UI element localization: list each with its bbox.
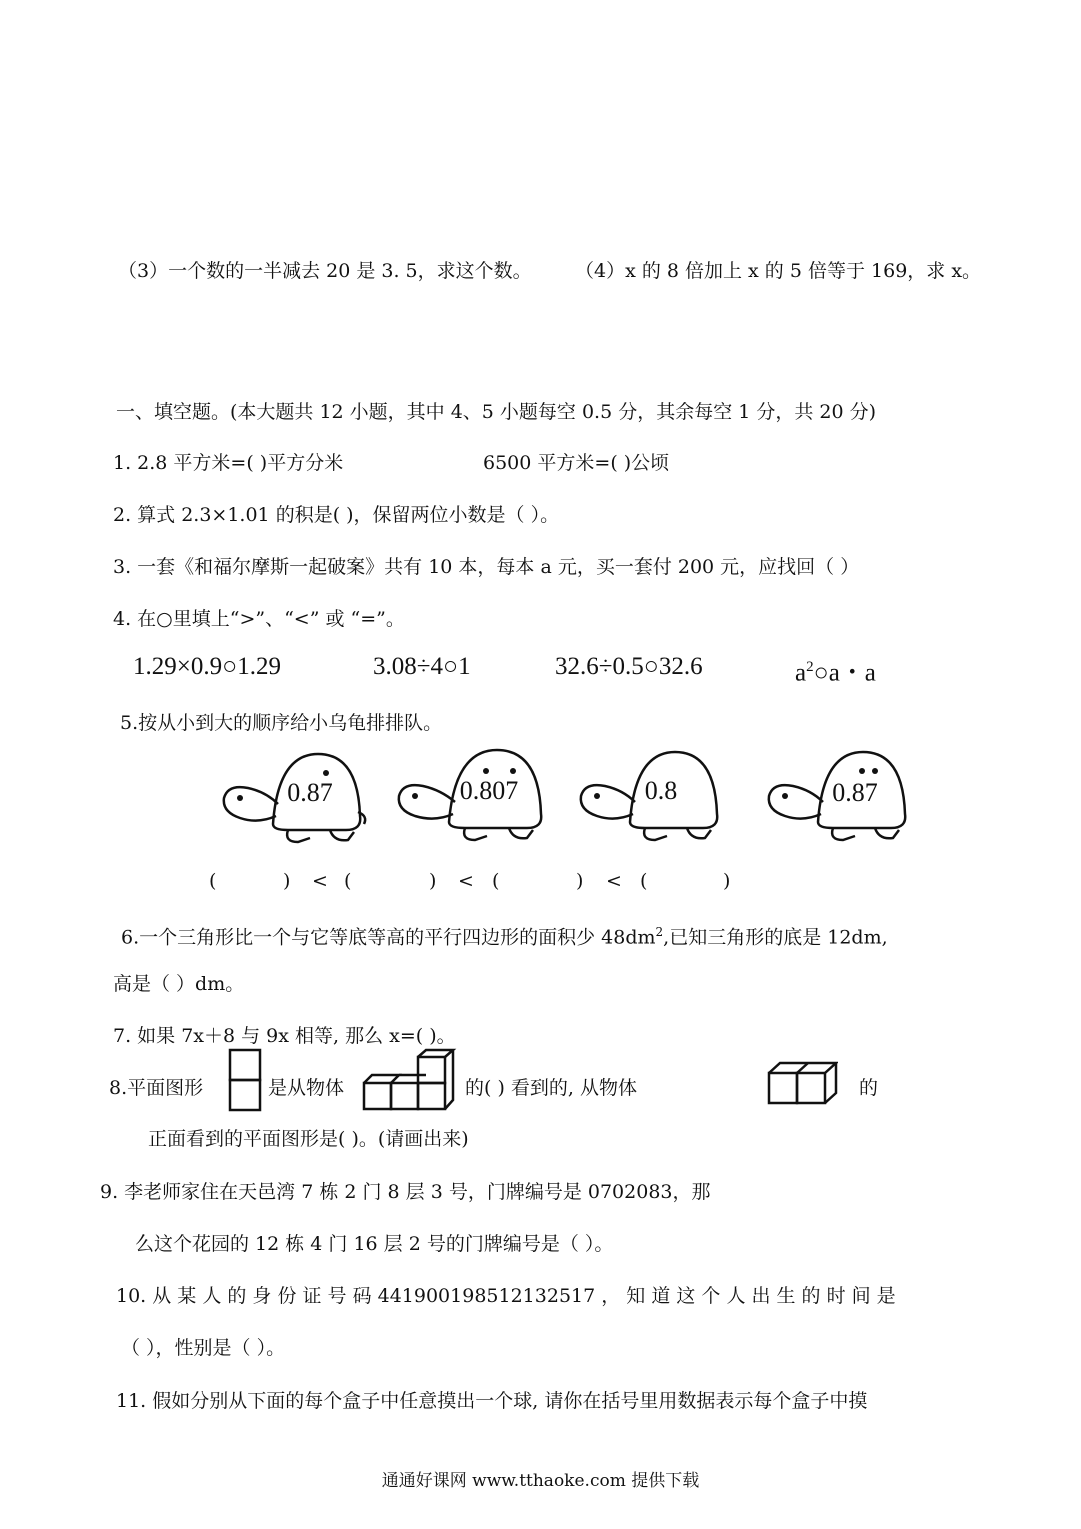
turtle-value: 0.87 [287, 778, 333, 807]
question-10a: 10. 从 某 人 的 身 份 证 号 码 441900198512132517 ， 知 道 这 个 人 出 生 的 时 间 是 [116, 1285, 896, 1307]
order-lt-2: < [458, 870, 474, 892]
order-lt-3: < [606, 870, 622, 892]
question-4: 4. 在○里填上“>”、“<” 或 “=”。 [113, 608, 405, 630]
question-9a: 9. 李老师家住在天邑湾 7 栋 2 门 8 层 3 号，门牌编号是 0702083，那 [100, 1181, 711, 1203]
problem-4: （4）x 的 8 倍加上 x 的 5 倍等于 169，求 x。 [575, 260, 982, 282]
order-paren-open-3: ( [492, 870, 500, 892]
cube-block-icon [766, 1060, 838, 1106]
order-paren-close-2: ) [429, 870, 437, 892]
question-6a [121, 920, 888, 949]
question-8a: 8.平面图形 [109, 1077, 204, 1099]
section-title: 一、填空题。(本大题共 12 小题，其中 4、5 小题每空 0.5 分，其余每空 1 分，共 20 分) [116, 401, 877, 423]
compare-item-1: 1.29×0.9○1.29 [133, 653, 281, 680]
compare-item-3: 32.6÷0.5○32.6 [555, 653, 703, 680]
question-3: 3. 一套《和福尔摩斯一起破案》共有 10 本，每本 a 元，买一套付 200 元，应找回（ ） [113, 556, 860, 578]
turtle-4 [763, 744, 913, 844]
question-6b: 高是（ ）dm。 [113, 973, 245, 995]
order-paren-close-1: ) [283, 870, 291, 892]
question-2: 2. 算式 2.3×1.01 的积是( )，保留两位小数是（ ）。 [113, 504, 560, 526]
footer-source: 通通好课网 www.tthaoke.com 提供下载 [381, 1471, 700, 1491]
repeating-dot [323, 770, 329, 776]
question-1a: 1. 2.8 平方米=( )平方分米 [113, 452, 344, 474]
turtle-1 [218, 746, 368, 846]
order-paren-close-4: ) [723, 870, 731, 892]
compare-item-4 [795, 652, 876, 688]
question-9b: 么这个花园的 12 栋 4 门 16 层 2 号的门牌编号是（ ）。 [135, 1233, 614, 1255]
turtle-value: 0.87 [832, 778, 878, 807]
question-8e: 正面看到的平面图形是( )。(请画出来) [148, 1128, 469, 1150]
question-8c: 的( ) 看到的, 从物体 [465, 1077, 637, 1099]
question-6a-rest: ,已知三角形的底是 12dm, [663, 926, 888, 949]
turtle-value: 0.807 [459, 776, 519, 805]
question-8b: 是从物体 [268, 1077, 345, 1099]
cube-stack-icon [361, 1048, 461, 1112]
problem-3: （3）一个数的一半减去 20 是 3. 5，求这个数。 [118, 260, 532, 282]
question-7: 7. 如果 7x＋8 与 9x 相等, 那么 x=( )。 [113, 1025, 456, 1047]
compare-item-4-rest: ○a・a [813, 659, 876, 687]
repeating-dot-end [872, 768, 878, 774]
question-5: 5.按从小到大的顺序给小乌龟排排队。 [120, 712, 443, 734]
question-6a-exponent: 2 [655, 925, 664, 939]
plane-figure-icon [228, 1048, 262, 1112]
repeating-dot-start [859, 768, 865, 774]
compare-item-4-exponent: 2 [806, 659, 814, 675]
compare-item-2: 3.08÷4○1 [373, 653, 471, 680]
question-10b: （ ），性别是（ ）。 [121, 1337, 286, 1359]
turtle-value: 0.8 [644, 776, 678, 805]
question-1b: 6500 平方米=( )公顷 [483, 452, 670, 474]
question-11: 11. 假如分别从下面的每个盒子中任意摸出一个球, 请你在括号里用数据表示每个盒子中摸 [116, 1390, 868, 1412]
question-6a-text: 6.一个三角形比一个与它等底等高的平行四边形的面积少 48dm [121, 926, 656, 949]
order-paren-open-2: ( [344, 870, 352, 892]
question-8d: 的 [859, 1077, 879, 1099]
turtle-2 [393, 742, 548, 846]
repeating-dot-end [510, 768, 516, 774]
order-paren-close-3: ) [576, 870, 584, 892]
turtle-3 [575, 744, 725, 844]
compare-item-4-base: a [795, 659, 807, 687]
order-paren-open-4: ( [640, 870, 648, 892]
repeating-dot-start [483, 768, 489, 774]
order-lt-1: < [312, 870, 328, 892]
order-paren-open-1: ( [209, 870, 217, 892]
